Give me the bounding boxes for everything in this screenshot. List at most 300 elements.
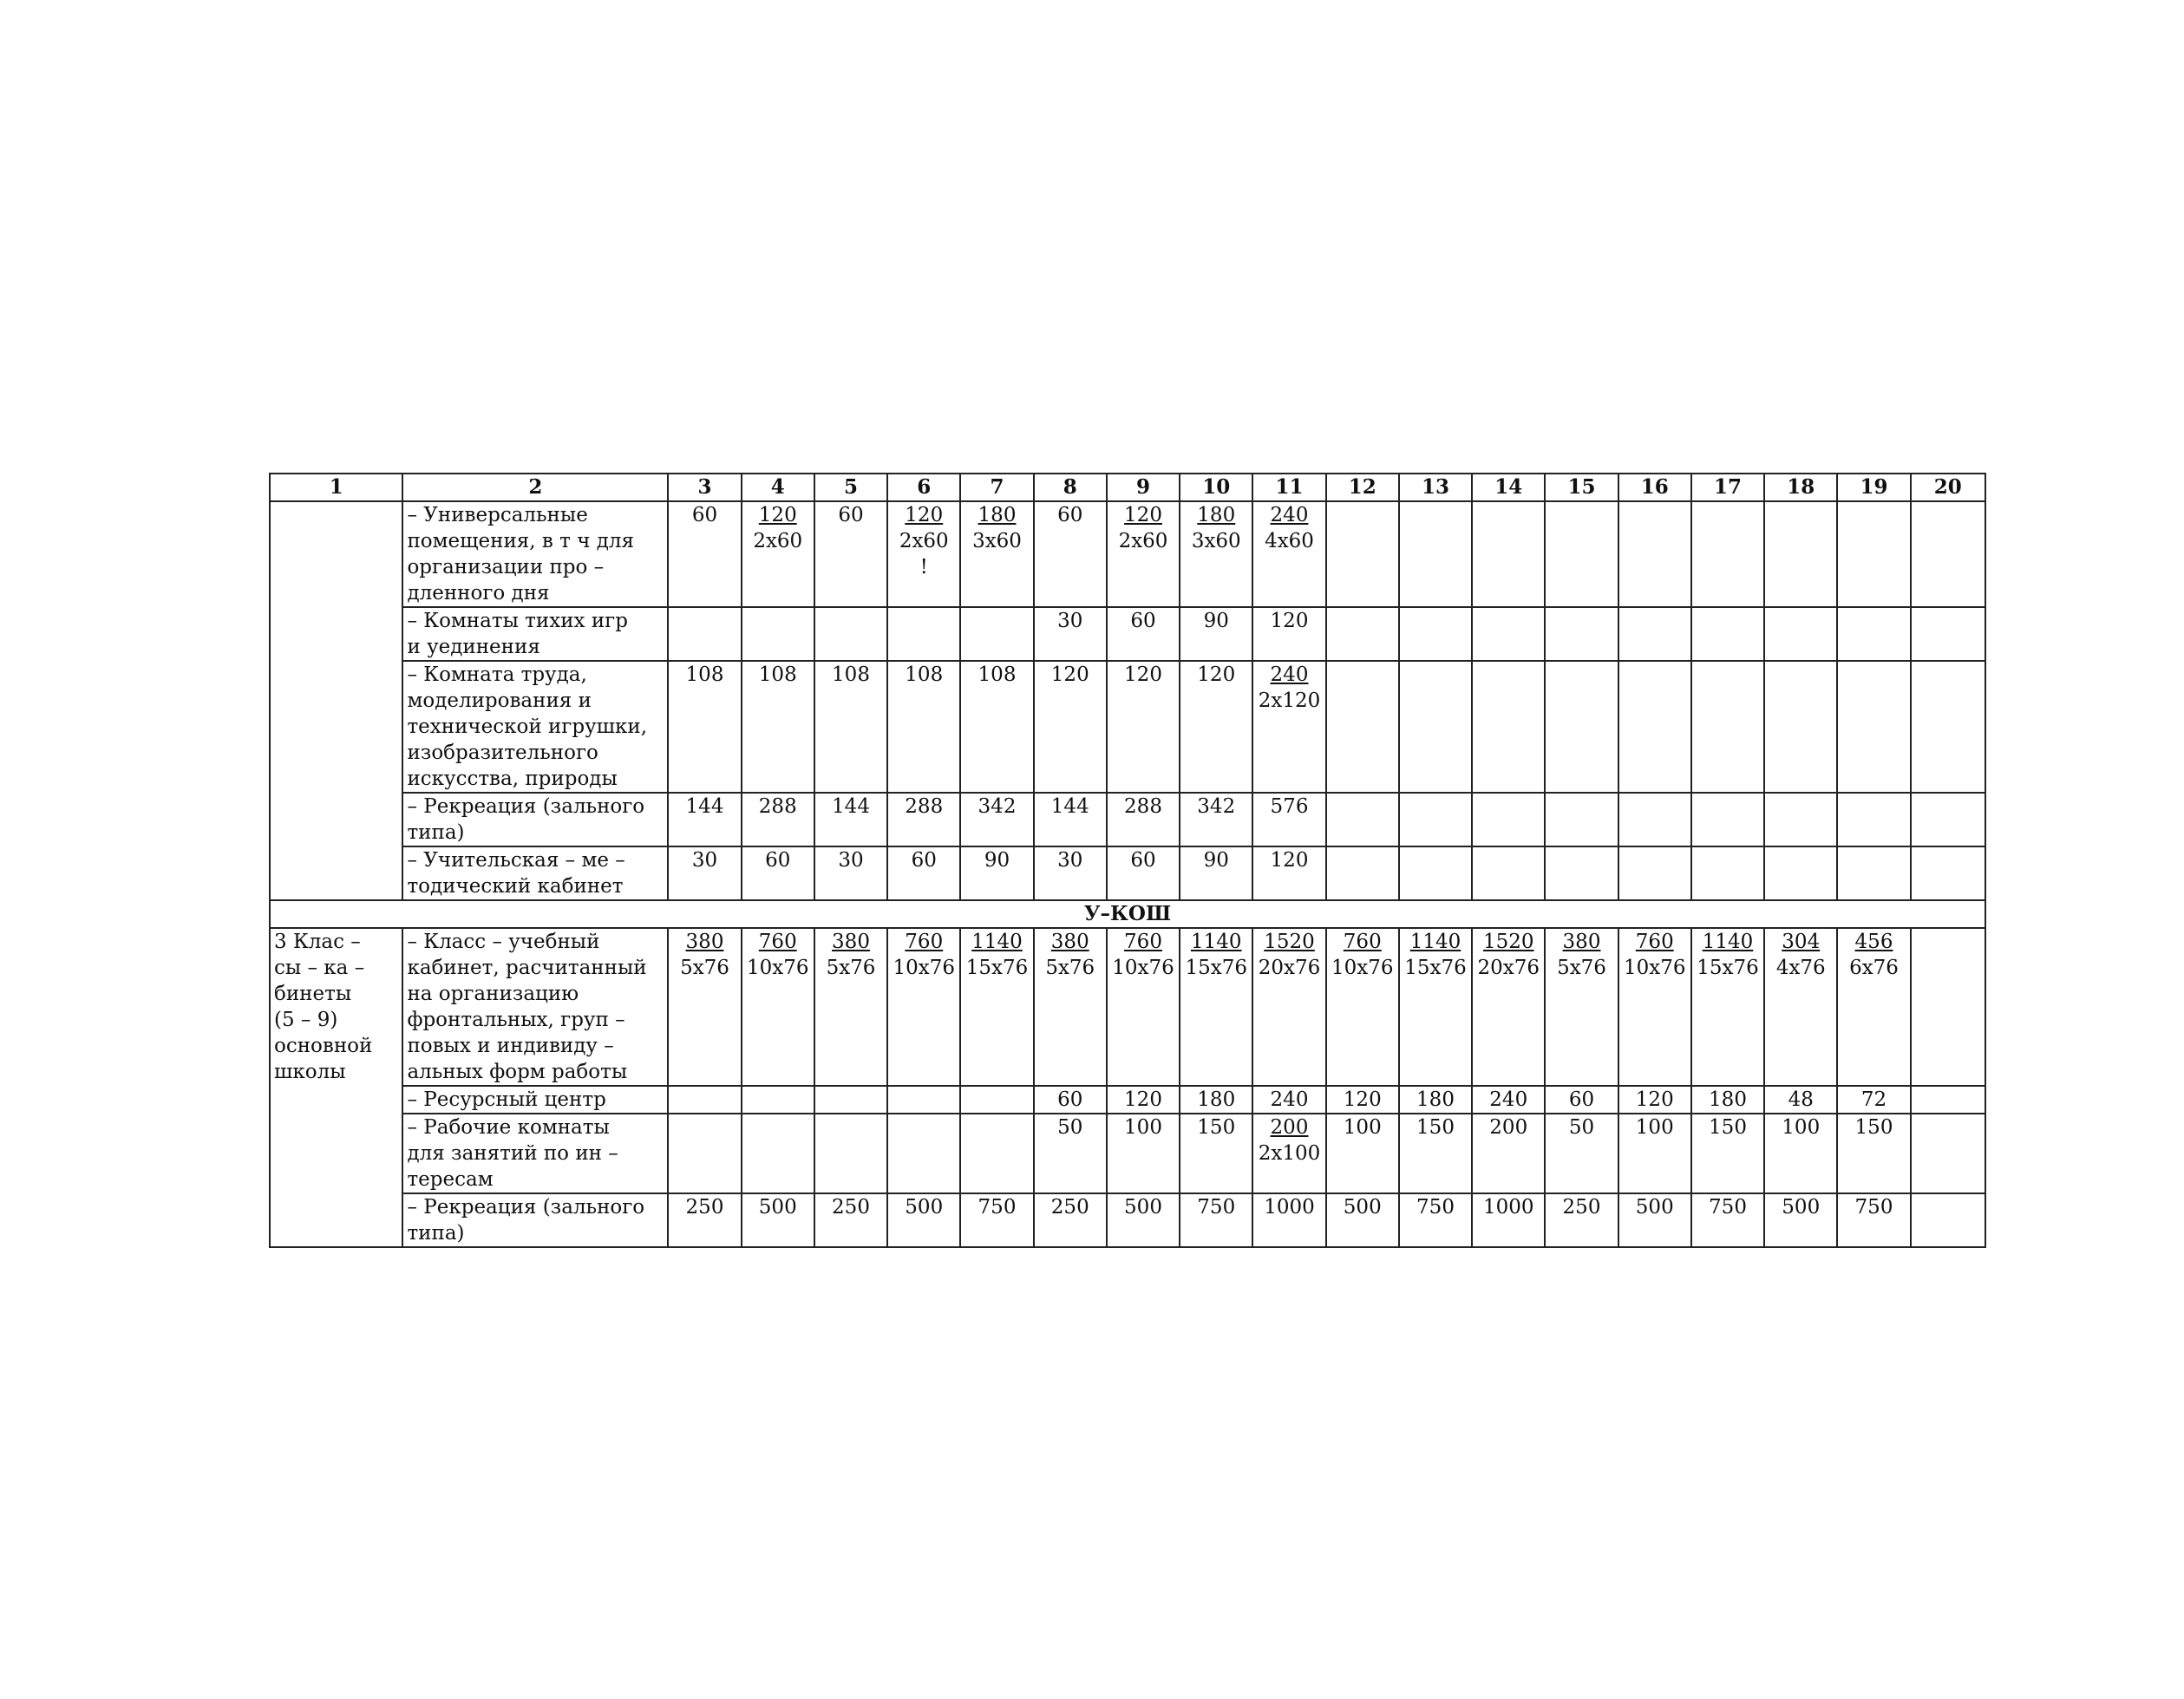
column-number-19: 19 [1837, 474, 1910, 501]
area-breakdown: 144 [1050, 795, 1089, 818]
value-cell-col-10 [1180, 661, 1252, 793]
value-cell-col-3 [668, 501, 741, 607]
area-breakdown: 120 [1124, 1088, 1162, 1111]
value-cell-col-11 [1252, 793, 1325, 846]
area-norms-table [269, 473, 1986, 1248]
area-breakdown: 240 [1270, 1088, 1309, 1111]
header-row [270, 474, 1985, 501]
value-cell-col-16 [1618, 661, 1691, 793]
description-line: организации про – [407, 556, 605, 578]
value-cell-col-17 [1691, 793, 1764, 846]
area-breakdown: 60 [1130, 610, 1156, 632]
area-breakdown: 108 [758, 663, 797, 686]
area-total: 456 [1854, 931, 1893, 953]
area-total: 760 [758, 931, 797, 953]
table-row [270, 928, 1985, 1086]
value-cell-col-3 [668, 1193, 741, 1247]
description-line: – Ресурсный центр [407, 1088, 606, 1111]
value-cell-col-7 [960, 501, 1033, 607]
value-cell-col-19 [1837, 501, 1910, 607]
value-cell-col-12 [1326, 1193, 1399, 1247]
value-cell-col-5 [814, 661, 887, 793]
value-cell-col-17 [1691, 607, 1764, 661]
value-cell-col-18 [1764, 846, 1837, 900]
description-line: типа) [407, 1222, 465, 1245]
value-cell-col-11 [1252, 928, 1325, 1086]
value-cell-col-12 [1326, 846, 1399, 900]
area-breakdown: 60 [838, 504, 864, 526]
column-number-2: 2 [402, 474, 668, 501]
area-total: 1140 [1190, 931, 1242, 953]
area-breakdown: 4x60 [1265, 530, 1314, 552]
value-cell-col-16 [1618, 793, 1691, 846]
area-breakdown: 120 [1050, 663, 1089, 686]
area-breakdown: 1000 [1482, 1196, 1534, 1219]
table-row [270, 501, 1985, 607]
room-description [402, 661, 668, 793]
value-cell-col-9 [1107, 501, 1180, 607]
value-cell-col-15 [1545, 928, 1618, 1086]
area-breakdown: 250 [1050, 1196, 1089, 1219]
description-line: – Рабочие комнаты [407, 1116, 610, 1139]
area-breakdown: 750 [1709, 1196, 1747, 1219]
value-cell-col-15 [1545, 1086, 1618, 1114]
value-cell-col-9 [1107, 1114, 1180, 1193]
description-line: помещения, в т ч для [407, 530, 635, 552]
description-line: – Класс – учебный [407, 931, 600, 953]
value-cell-col-15 [1545, 793, 1618, 846]
area-breakdown: 750 [1854, 1196, 1893, 1219]
value-cell-col-20 [1911, 607, 1985, 661]
value-cell-col-7 [960, 1193, 1033, 1247]
category-cell [270, 928, 402, 1247]
room-description [402, 1193, 668, 1247]
area-breakdown: 60 [765, 849, 791, 872]
area-breakdown: 100 [1782, 1116, 1821, 1139]
area-total: 760 [905, 931, 944, 953]
area-breakdown: 5x76 [1045, 957, 1095, 979]
value-cell-col-15 [1545, 1193, 1618, 1247]
area-breakdown: 576 [1270, 795, 1309, 818]
value-cell-col-3 [668, 607, 741, 661]
value-cell-col-14 [1472, 928, 1545, 1086]
value-cell-col-16 [1618, 846, 1691, 900]
area-breakdown: 150 [1854, 1116, 1893, 1139]
value-cell-col-8 [1034, 1086, 1107, 1114]
value-cell-col-14 [1472, 1193, 1545, 1247]
description-line: – Рекреация (зального [407, 1196, 645, 1219]
value-cell-col-13 [1399, 501, 1472, 607]
value-cell-col-12 [1326, 661, 1399, 793]
value-cell-col-11 [1252, 1086, 1325, 1114]
value-cell-col-12 [1326, 928, 1399, 1086]
column-number-8: 8 [1034, 474, 1107, 501]
area-breakdown: 90 [1203, 610, 1229, 632]
value-cell-col-6 [887, 607, 960, 661]
area-breakdown: 30 [838, 849, 864, 872]
area-breakdown: 750 [1197, 1196, 1236, 1219]
area-total: 760 [1124, 931, 1162, 953]
value-cell-col-7 [960, 928, 1033, 1086]
value-cell-col-3 [668, 846, 741, 900]
value-cell-col-17 [1691, 928, 1764, 1086]
area-breakdown: 72 [1860, 1088, 1887, 1111]
value-cell-col-16 [1618, 928, 1691, 1086]
area-total: 380 [1050, 931, 1089, 953]
value-cell-col-16 [1618, 1086, 1691, 1114]
value-cell-col-10 [1180, 793, 1252, 846]
value-cell-col-19 [1837, 846, 1910, 900]
value-cell-col-20 [1911, 1114, 1985, 1193]
value-cell-col-7 [960, 661, 1033, 793]
table-row [270, 1193, 1985, 1247]
value-cell-col-20 [1911, 661, 1985, 793]
value-cell-col-15 [1545, 1114, 1618, 1193]
description-line: и уединения [407, 636, 540, 658]
area-total: 1140 [1702, 931, 1754, 953]
column-number-20: 20 [1911, 474, 1985, 501]
value-cell-col-4 [742, 846, 814, 900]
value-cell-col-18 [1764, 607, 1837, 661]
area-total: 380 [1562, 931, 1601, 953]
area-breakdown: 90 [984, 849, 1010, 872]
category-line: школы [274, 1061, 346, 1083]
category-line: основной [274, 1035, 373, 1057]
area-total: 1140 [971, 931, 1023, 953]
area-breakdown: 60 [1568, 1088, 1595, 1111]
value-cell-col-12 [1326, 1086, 1399, 1114]
area-total: 120 [905, 504, 944, 526]
value-cell-col-7 [960, 1114, 1033, 1193]
value-cell-col-8 [1034, 501, 1107, 607]
value-cell-col-4 [742, 1193, 814, 1247]
value-cell-col-4 [742, 661, 814, 793]
area-breakdown: 750 [978, 1196, 1017, 1219]
description-line: типа) [407, 821, 465, 844]
value-cell-col-8 [1034, 1193, 1107, 1247]
table-row [270, 1086, 1985, 1114]
area-breakdown: 120 [1343, 1088, 1382, 1111]
value-cell-col-17 [1691, 661, 1764, 793]
value-cell-col-14 [1472, 793, 1545, 846]
value-cell-col-18 [1764, 928, 1837, 1086]
area-breakdown: 90 [1203, 849, 1229, 872]
value-cell-col-16 [1618, 1114, 1691, 1193]
area-breakdown: 250 [1562, 1196, 1601, 1219]
column-number-14: 14 [1472, 474, 1545, 501]
description-line: – Универсальные [407, 504, 588, 526]
area-breakdown: 5x76 [680, 957, 729, 979]
section-row [270, 900, 1985, 928]
area-breakdown: 15x76 [965, 957, 1029, 979]
area-breakdown: 60 [1130, 849, 1156, 872]
category-line: (5 – 9) [274, 1009, 338, 1031]
table-row [270, 793, 1985, 846]
description-line: – Комната труда, [407, 663, 587, 686]
value-cell-col-9 [1107, 607, 1180, 661]
value-cell-col-7 [960, 793, 1033, 846]
value-cell-col-10 [1180, 1114, 1252, 1193]
area-breakdown: 10x76 [746, 957, 809, 979]
value-cell-col-19 [1837, 928, 1910, 1086]
area-breakdown: 6x76 [1849, 957, 1899, 979]
value-cell-col-9 [1107, 928, 1180, 1086]
area-breakdown: 60 [1057, 1088, 1083, 1111]
column-number-10: 10 [1180, 474, 1252, 501]
area-breakdown: 120 [1270, 849, 1309, 872]
area-breakdown: 500 [1635, 1196, 1674, 1219]
value-cell-col-19 [1837, 607, 1910, 661]
table-row [270, 661, 1985, 793]
value-cell-col-20 [1911, 928, 1985, 1086]
column-number-1: 1 [270, 474, 402, 501]
value-cell-col-18 [1764, 1086, 1837, 1114]
area-total: 120 [1124, 504, 1162, 526]
value-cell-col-7 [960, 607, 1033, 661]
area-total: 180 [978, 504, 1017, 526]
value-cell-col-17 [1691, 501, 1764, 607]
value-cell-col-11 [1252, 661, 1325, 793]
area-breakdown: 120 [1197, 663, 1236, 686]
value-cell-col-12 [1326, 1114, 1399, 1193]
area-breakdown: 108 [905, 663, 944, 686]
value-cell-col-19 [1837, 793, 1910, 846]
area-total: 1520 [1264, 931, 1315, 953]
area-breakdown: 60 [1057, 504, 1083, 526]
section-title: У–КОШ [270, 900, 1985, 928]
area-breakdown: 30 [1057, 849, 1083, 872]
area-breakdown: 20x76 [1258, 957, 1321, 979]
value-cell-col-19 [1837, 1114, 1910, 1193]
value-cell-col-18 [1764, 1193, 1837, 1247]
area-breakdown: 120 [1270, 610, 1309, 632]
value-cell-col-13 [1399, 846, 1472, 900]
value-cell-col-13 [1399, 1086, 1472, 1114]
area-breakdown: 15x76 [1697, 957, 1759, 979]
value-cell-col-13 [1399, 793, 1472, 846]
value-cell-col-14 [1472, 846, 1545, 900]
value-cell-col-8 [1034, 607, 1107, 661]
value-cell-col-20 [1911, 846, 1985, 900]
description-line: для занятий по ин – [407, 1142, 618, 1165]
area-breakdown: 3x60 [972, 530, 1022, 552]
value-cell-col-13 [1399, 1114, 1472, 1193]
area-breakdown: 30 [1057, 610, 1083, 632]
column-number-4: 4 [742, 474, 814, 501]
area-breakdown: 60 [911, 849, 937, 872]
area-total: 120 [758, 504, 797, 526]
area-total: 760 [1635, 931, 1674, 953]
value-cell-col-5 [814, 928, 887, 1086]
area-breakdown: 2x60 [753, 530, 803, 552]
area-breakdown: 500 [905, 1196, 944, 1219]
description-line: – Комнаты тихих игр [407, 610, 628, 632]
value-cell-col-4 [742, 793, 814, 846]
value-cell-col-16 [1618, 501, 1691, 607]
category-line: сы – ка – [274, 957, 365, 979]
value-cell-col-17 [1691, 1086, 1764, 1114]
value-cell-col-19 [1837, 661, 1910, 793]
value-cell-col-11 [1252, 846, 1325, 900]
area-breakdown: 500 [1782, 1196, 1821, 1219]
column-number-13: 13 [1399, 474, 1472, 501]
description-line: фронтальных, груп – [407, 1009, 625, 1031]
area-breakdown: 50 [1568, 1116, 1595, 1139]
value-cell-col-9 [1107, 1086, 1180, 1114]
value-cell-col-10 [1180, 846, 1252, 900]
area-breakdown: 50 [1057, 1116, 1083, 1139]
value-cell-col-13 [1399, 661, 1472, 793]
room-description [402, 793, 668, 846]
value-cell-col-4 [742, 1086, 814, 1114]
area-breakdown: 240 [1489, 1088, 1528, 1111]
value-cell-col-3 [668, 1114, 741, 1193]
value-cell-col-10 [1180, 1193, 1252, 1247]
description-line: альных форм работы [407, 1061, 628, 1083]
value-cell-col-9 [1107, 661, 1180, 793]
value-cell-col-18 [1764, 1114, 1837, 1193]
area-breakdown: 500 [1343, 1196, 1382, 1219]
column-number-15: 15 [1545, 474, 1618, 501]
category-cell [270, 501, 402, 900]
value-cell-col-6 [887, 793, 960, 846]
value-cell-col-11 [1252, 1114, 1325, 1193]
value-cell-col-5 [814, 1193, 887, 1247]
value-cell-col-6 [887, 1193, 960, 1247]
value-cell-col-8 [1034, 846, 1107, 900]
table-row [270, 1114, 1985, 1193]
value-cell-col-5 [814, 793, 887, 846]
value-cell-col-17 [1691, 1114, 1764, 1193]
area-breakdown: 5x76 [1557, 957, 1606, 979]
value-cell-col-8 [1034, 661, 1107, 793]
value-cell-col-10 [1180, 1086, 1252, 1114]
room-description [402, 846, 668, 900]
value-cell-col-14 [1472, 501, 1545, 607]
room-description [402, 607, 668, 661]
value-cell-col-14 [1472, 1086, 1545, 1114]
area-breakdown: ! [919, 556, 928, 578]
value-cell-col-17 [1691, 1193, 1764, 1247]
area-total: 380 [832, 931, 870, 953]
description-line: тересам [407, 1168, 494, 1191]
area-breakdown: 180 [1709, 1088, 1747, 1111]
area-total: 1140 [1409, 931, 1461, 953]
value-cell-col-11 [1252, 501, 1325, 607]
room-description [402, 1086, 668, 1114]
area-breakdown: 3x60 [1191, 530, 1241, 552]
value-cell-col-6 [887, 1086, 960, 1114]
value-cell-col-4 [742, 1114, 814, 1193]
area-total: 304 [1782, 931, 1821, 953]
category-line: 3 Клас – [274, 931, 361, 953]
area-total: 1520 [1482, 931, 1534, 953]
area-breakdown: 4x76 [1775, 957, 1826, 979]
description-line: повых и индивиду – [407, 1035, 614, 1057]
description-line: на организацию [407, 983, 579, 1005]
area-total: 180 [1197, 504, 1236, 526]
value-cell-col-6 [887, 501, 960, 607]
area-breakdown: 108 [832, 663, 870, 686]
value-cell-col-18 [1764, 793, 1837, 846]
area-breakdown: 144 [832, 795, 870, 818]
value-cell-col-11 [1252, 1193, 1325, 1247]
column-number-6: 6 [887, 474, 960, 501]
table-row [270, 607, 1985, 661]
column-number-18: 18 [1764, 474, 1837, 501]
area-breakdown: 10x76 [1331, 957, 1394, 979]
area-breakdown: 144 [685, 795, 724, 818]
area-breakdown: 1000 [1264, 1196, 1315, 1219]
area-breakdown: 30 [691, 849, 718, 872]
room-description [402, 501, 668, 607]
description-line: – Учительская – ме – [407, 849, 625, 872]
value-cell-col-13 [1399, 1193, 1472, 1247]
area-breakdown: 150 [1416, 1116, 1455, 1139]
value-cell-col-14 [1472, 661, 1545, 793]
column-number-header [270, 474, 1985, 501]
value-cell-col-5 [814, 607, 887, 661]
area-breakdown: 10x76 [1623, 957, 1686, 979]
description-line: кабинет, расчитанный [407, 957, 647, 979]
room-description [402, 1114, 668, 1193]
description-line: изобразительного [407, 742, 598, 764]
value-cell-col-4 [742, 607, 814, 661]
description-line: тодический кабинет [407, 875, 624, 898]
value-cell-col-6 [887, 928, 960, 1086]
area-breakdown: 200 [1489, 1116, 1528, 1139]
value-cell-col-7 [960, 1086, 1033, 1114]
value-cell-col-14 [1472, 607, 1545, 661]
area-total: 200 [1270, 1116, 1309, 1139]
column-number-7: 7 [960, 474, 1033, 501]
column-number-11: 11 [1252, 474, 1325, 501]
area-breakdown: 2x100 [1258, 1142, 1321, 1165]
area-total: 240 [1270, 504, 1309, 526]
value-cell-col-13 [1399, 607, 1472, 661]
room-description [402, 928, 668, 1086]
value-cell-col-6 [887, 1114, 960, 1193]
value-cell-col-3 [668, 793, 741, 846]
value-cell-col-14 [1472, 1114, 1545, 1193]
value-cell-col-4 [742, 501, 814, 607]
column-number-12: 12 [1326, 474, 1399, 501]
value-cell-col-15 [1545, 501, 1618, 607]
area-breakdown: 100 [1635, 1116, 1674, 1139]
area-breakdown: 342 [1197, 795, 1236, 818]
value-cell-col-9 [1107, 1193, 1180, 1247]
value-cell-col-5 [814, 1086, 887, 1114]
value-cell-col-5 [814, 501, 887, 607]
area-breakdown: 250 [832, 1196, 870, 1219]
value-cell-col-10 [1180, 928, 1252, 1086]
value-cell-col-8 [1034, 793, 1107, 846]
value-cell-col-16 [1618, 607, 1691, 661]
value-cell-col-3 [668, 661, 741, 793]
area-breakdown: 60 [691, 504, 718, 526]
value-cell-col-3 [668, 928, 741, 1086]
value-cell-col-15 [1545, 661, 1618, 793]
value-cell-col-9 [1107, 793, 1180, 846]
value-cell-col-13 [1399, 928, 1472, 1086]
value-cell-col-6 [887, 846, 960, 900]
value-cell-col-20 [1911, 501, 1985, 607]
column-number-16: 16 [1618, 474, 1691, 501]
value-cell-col-16 [1618, 1193, 1691, 1247]
value-cell-col-12 [1326, 607, 1399, 661]
area-breakdown: 750 [1416, 1196, 1455, 1219]
area-total: 760 [1343, 931, 1382, 953]
